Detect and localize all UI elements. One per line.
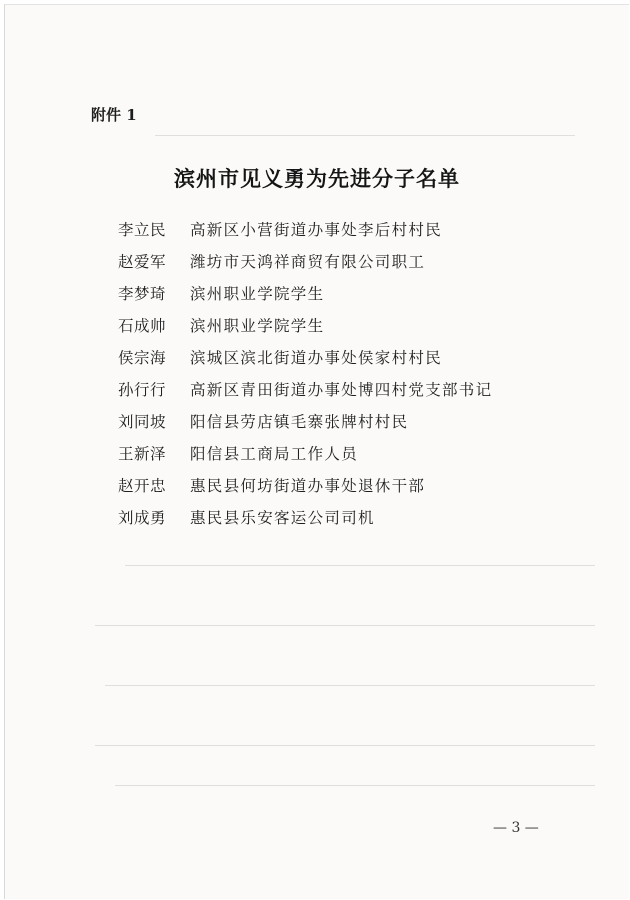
person-name: 刘同坡	[118, 413, 167, 431]
list-item	[118, 378, 492, 410]
person-name: 赵爱军	[118, 253, 167, 271]
scan-artifact	[95, 625, 595, 626]
person-affiliation: 滨州职业学院学生	[190, 317, 325, 335]
person-affiliation: 惠民县乐安客运公司司机	[190, 509, 375, 527]
person-name: 李立民	[118, 221, 167, 239]
list-item	[118, 218, 492, 250]
person-name: 赵开忠	[118, 477, 167, 495]
list-item	[118, 506, 492, 538]
person-name: 侯宗海	[118, 349, 167, 367]
scan-artifact	[125, 565, 595, 566]
scan-artifact	[155, 135, 575, 136]
person-affiliation: 阳信县劳店镇毛寨张牌村村民	[190, 413, 409, 431]
document-page	[4, 4, 629, 899]
scan-artifact	[105, 685, 595, 686]
honoree-list	[118, 218, 492, 538]
list-item	[118, 474, 492, 506]
person-name: 石成帅	[118, 317, 167, 335]
list-item	[118, 250, 492, 282]
person-affiliation: 惠民县何坊街道办事处退休干部	[190, 477, 426, 495]
scan-artifact	[115, 785, 595, 786]
scan-artifact	[95, 745, 595, 746]
attachment-label: 附件 1	[91, 106, 137, 124]
person-affiliation: 滨州职业学院学生	[190, 285, 325, 303]
list-item	[118, 346, 492, 378]
person-affiliation: 高新区青田街道办事处博四村党支部书记	[190, 381, 493, 399]
document-title: 滨州市见义勇为先进分子名单	[174, 166, 460, 191]
list-item	[118, 314, 492, 346]
person-affiliation: 潍坊市天鸿祥商贸有限公司职工	[190, 253, 426, 271]
person-affiliation: 阳信县工商局工作人员	[190, 445, 359, 463]
person-name: 王新泽	[118, 445, 167, 463]
list-item	[118, 282, 492, 314]
list-item	[118, 410, 492, 442]
person-affiliation: 滨城区滨北街道办事处侯家村村民	[190, 349, 443, 367]
person-name: 孙行行	[118, 381, 167, 399]
person-name: 李梦琦	[118, 285, 167, 303]
person-name: 刘成勇	[118, 509, 167, 527]
person-affiliation: 高新区小营街道办事处李后村村民	[190, 221, 443, 239]
list-item	[118, 442, 492, 474]
page-number: — 3 —	[493, 820, 539, 836]
